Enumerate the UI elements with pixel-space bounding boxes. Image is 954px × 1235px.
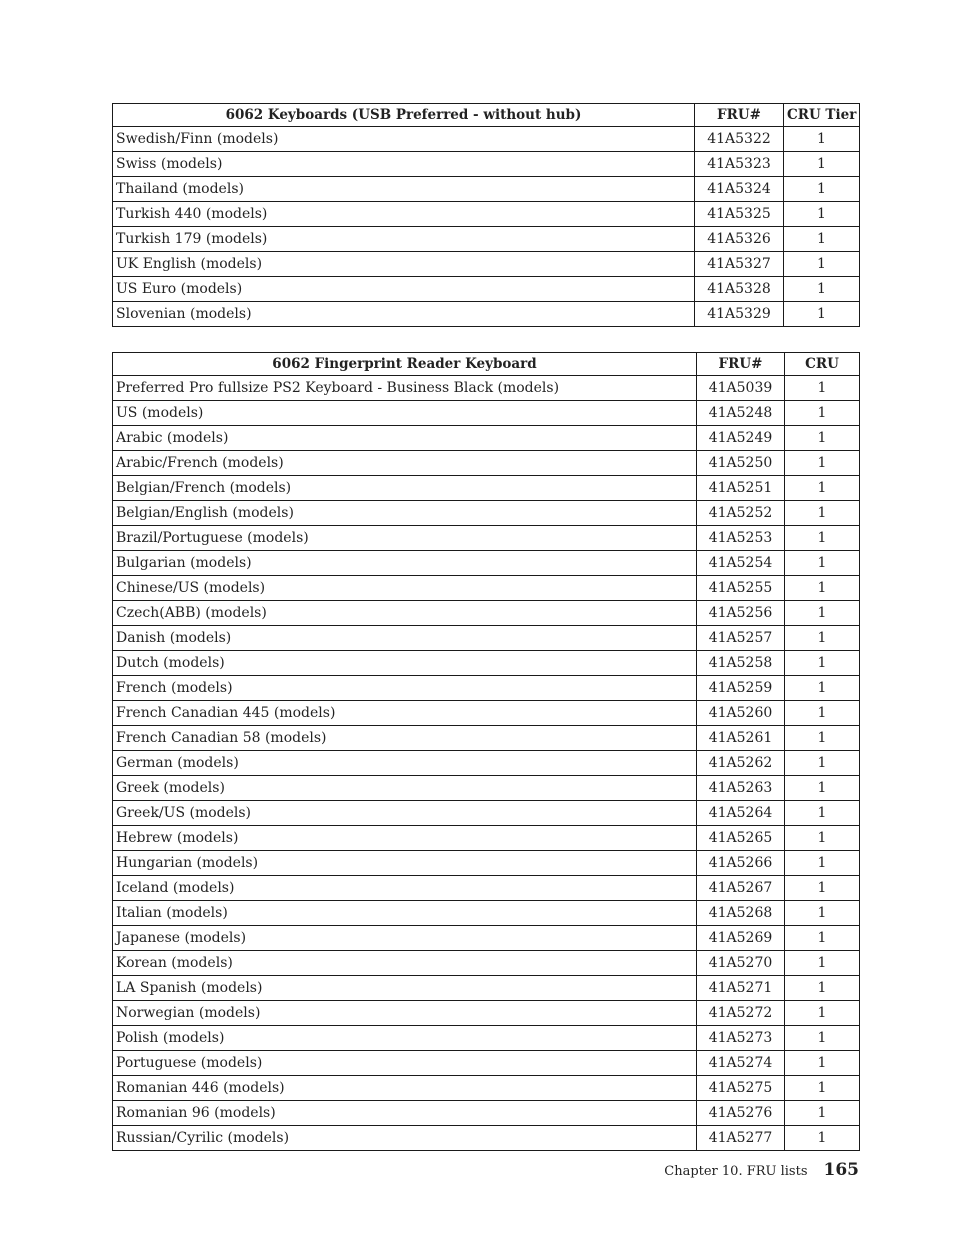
cell-fru-number: 41A5261 — [697, 726, 785, 751]
cell-cru: 1 — [785, 501, 860, 526]
cell-description: Dutch (models) — [113, 651, 697, 676]
cell-cru: 1 — [785, 676, 860, 701]
table-row — [113, 751, 860, 776]
cell-cru: 1 — [785, 626, 860, 651]
cell-description: Italian (models) — [113, 901, 697, 926]
table-row — [113, 976, 860, 1001]
table-row — [113, 376, 860, 401]
cell-cru: 1 — [785, 376, 860, 401]
cell-description: Arabic/French (models) — [113, 451, 697, 476]
cell-cru: 1 — [784, 202, 860, 227]
cell-cru: 1 — [785, 751, 860, 776]
cell-description: Belgian/French (models) — [113, 476, 697, 501]
cell-description: Japanese (models) — [113, 926, 697, 951]
table-row — [113, 626, 860, 651]
cell-fru-number: 41A5258 — [697, 651, 785, 676]
cell-fru-number: 41A5256 — [697, 601, 785, 626]
cell-fru-number: 41A5271 — [697, 976, 785, 1001]
cell-cru: 1 — [785, 876, 860, 901]
table-row — [113, 776, 860, 801]
column-header-cru: CRU — [785, 353, 860, 376]
cell-description: German (models) — [113, 751, 697, 776]
cell-fru-number: 41A5265 — [697, 826, 785, 851]
cell-cru: 1 — [785, 1026, 860, 1051]
cell-description: French (models) — [113, 676, 697, 701]
cell-cru: 1 — [784, 227, 860, 252]
cell-description: French Canadian 58 (models) — [113, 726, 697, 751]
cell-fru-number: 41A5253 — [697, 526, 785, 551]
cell-description: US (models) — [113, 401, 697, 426]
cell-cru: 1 — [785, 426, 860, 451]
page-number: 165 — [823, 1160, 859, 1180]
cell-cru: 1 — [784, 127, 860, 152]
table-row — [113, 951, 860, 976]
cell-description: Greek (models) — [113, 776, 697, 801]
cell-fru-number: 41A5273 — [697, 1026, 785, 1051]
cell-cru: 1 — [785, 976, 860, 1001]
cell-cru: 1 — [785, 1126, 860, 1151]
cell-cru: 1 — [785, 401, 860, 426]
cell-fru-number: 41A5248 — [697, 401, 785, 426]
table-row — [113, 476, 860, 501]
cell-description: Brazil/Portuguese (models) — [113, 526, 697, 551]
table-row — [113, 1076, 860, 1101]
cell-description: Hebrew (models) — [113, 826, 697, 851]
cell-cru: 1 — [785, 451, 860, 476]
table-row — [113, 127, 860, 152]
table-row — [113, 202, 860, 227]
cell-description: Korean (models) — [113, 951, 697, 976]
table-row — [113, 676, 860, 701]
table-row — [113, 801, 860, 826]
table-row — [113, 401, 860, 426]
cell-fru-number: 41A5322 — [695, 127, 784, 152]
table-row — [113, 152, 860, 177]
cell-description: Preferred Pro fullsize PS2 Keyboard - Business Black (models) — [113, 376, 697, 401]
cell-cru: 1 — [785, 476, 860, 501]
column-header-cru-tier: CRU Tier — [784, 104, 860, 127]
cell-cru: 1 — [785, 1001, 860, 1026]
cell-fru-number: 41A5252 — [697, 501, 785, 526]
cell-fru-number: 41A5251 — [697, 476, 785, 501]
cell-fru-number: 41A5272 — [697, 1001, 785, 1026]
cell-fru-number: 41A5269 — [697, 926, 785, 951]
cell-fru-number: 41A5260 — [697, 701, 785, 726]
cell-fru-number: 41A5255 — [697, 576, 785, 601]
cell-fru-number: 41A5277 — [697, 1126, 785, 1151]
cell-description: Norwegian (models) — [113, 1001, 697, 1026]
table-row — [113, 876, 860, 901]
cell-description: Portuguese (models) — [113, 1051, 697, 1076]
table-row — [113, 701, 860, 726]
cell-fru-number: 41A5327 — [695, 252, 784, 277]
cell-fru-number: 41A5329 — [695, 302, 784, 327]
table-header-row — [113, 104, 860, 127]
table-row — [113, 426, 860, 451]
table-row — [113, 1051, 860, 1076]
cell-description: Swiss (models) — [113, 152, 695, 177]
cell-fru-number: 41A5326 — [695, 227, 784, 252]
table-row — [113, 1026, 860, 1051]
cell-fru-number: 41A5249 — [697, 426, 785, 451]
cell-cru: 1 — [785, 851, 860, 876]
cell-fru-number: 41A5250 — [697, 451, 785, 476]
cell-description: Russian/Cyrilic (models) — [113, 1126, 697, 1151]
cell-fru-number: 41A5275 — [697, 1076, 785, 1101]
cell-fru-number: 41A5257 — [697, 626, 785, 651]
cell-fru-number: 41A5266 — [697, 851, 785, 876]
cell-description: Greek/US (models) — [113, 801, 697, 826]
cell-description: Turkish 179 (models) — [113, 227, 695, 252]
cell-cru: 1 — [784, 152, 860, 177]
cell-description: Romanian 96 (models) — [113, 1101, 697, 1126]
cell-cru: 1 — [785, 801, 860, 826]
cell-fru-number: 41A5039 — [697, 376, 785, 401]
keyboards-usb-table — [112, 103, 860, 327]
table-row — [113, 451, 860, 476]
cell-cru: 1 — [785, 601, 860, 626]
cell-fru-number: 41A5324 — [695, 177, 784, 202]
cell-cru: 1 — [785, 701, 860, 726]
cell-fru-number: 41A5264 — [697, 801, 785, 826]
cell-cru: 1 — [785, 576, 860, 601]
cell-cru: 1 — [785, 951, 860, 976]
cell-description: Thailand (models) — [113, 177, 695, 202]
table-row — [113, 252, 860, 277]
table-row — [113, 926, 860, 951]
cell-description: Polish (models) — [113, 1026, 697, 1051]
table-row — [113, 177, 860, 202]
table-row — [113, 1101, 860, 1126]
table-row — [113, 901, 860, 926]
table-row — [113, 501, 860, 526]
cell-cru: 1 — [785, 726, 860, 751]
column-header-description: 6062 Fingerprint Reader Keyboard — [113, 353, 697, 376]
cell-description: Chinese/US (models) — [113, 576, 697, 601]
cell-fru-number: 41A5268 — [697, 901, 785, 926]
column-header-fru: FRU# — [695, 104, 784, 127]
cell-cru: 1 — [784, 177, 860, 202]
table-row — [113, 227, 860, 252]
cell-cru: 1 — [784, 302, 860, 327]
table-row — [113, 851, 860, 876]
cell-description: Swedish/Finn (models) — [113, 127, 695, 152]
cell-fru-number: 41A5276 — [697, 1101, 785, 1126]
cell-description: French Canadian 445 (models) — [113, 701, 697, 726]
cell-fru-number: 41A5267 — [697, 876, 785, 901]
cell-cru: 1 — [785, 551, 860, 576]
table-row — [113, 576, 860, 601]
chapter-label: Chapter 10. FRU lists — [664, 1164, 808, 1179]
cell-fru-number: 41A5274 — [697, 1051, 785, 1076]
cell-fru-number: 41A5323 — [695, 152, 784, 177]
cell-description: Hungarian (models) — [113, 851, 697, 876]
cell-description: Bulgarian (models) — [113, 551, 697, 576]
table-row — [113, 277, 860, 302]
cell-cru: 1 — [785, 1076, 860, 1101]
table-row — [113, 551, 860, 576]
cell-cru: 1 — [785, 1051, 860, 1076]
cell-cru: 1 — [785, 776, 860, 801]
table-row — [113, 651, 860, 676]
cell-fru-number: 41A5270 — [697, 951, 785, 976]
cell-description: Belgian/English (models) — [113, 501, 697, 526]
cell-fru-number: 41A5262 — [697, 751, 785, 776]
cell-fru-number: 41A5325 — [695, 202, 784, 227]
cell-description: Iceland (models) — [113, 876, 697, 901]
cell-cru: 1 — [784, 252, 860, 277]
table-row — [113, 826, 860, 851]
cell-description: Romanian 446 (models) — [113, 1076, 697, 1101]
cell-description: Czech(ABB) (models) — [113, 601, 697, 626]
cell-description: Arabic (models) — [113, 426, 697, 451]
table-header-row — [113, 353, 860, 376]
column-header-description: 6062 Keyboards (USB Preferred - without hub) — [113, 104, 695, 127]
fingerprint-keyboard-table — [112, 352, 860, 1151]
column-header-fru: FRU# — [697, 353, 785, 376]
cell-description: US Euro (models) — [113, 277, 695, 302]
cell-description: UK English (models) — [113, 252, 695, 277]
cell-cru: 1 — [785, 826, 860, 851]
page-footer — [664, 1160, 859, 1180]
cell-description: Slovenian (models) — [113, 302, 695, 327]
cell-description: Turkish 440 (models) — [113, 202, 695, 227]
cell-cru: 1 — [785, 1101, 860, 1126]
table-row — [113, 726, 860, 751]
table-row — [113, 526, 860, 551]
table-row — [113, 1126, 860, 1151]
cell-fru-number: 41A5259 — [697, 676, 785, 701]
cell-cru: 1 — [785, 926, 860, 951]
cell-cru: 1 — [785, 651, 860, 676]
cell-fru-number: 41A5263 — [697, 776, 785, 801]
table-row — [113, 1001, 860, 1026]
cell-cru: 1 — [785, 901, 860, 926]
cell-fru-number: 41A5328 — [695, 277, 784, 302]
cell-fru-number: 41A5254 — [697, 551, 785, 576]
cell-description: LA Spanish (models) — [113, 976, 697, 1001]
cell-description: Danish (models) — [113, 626, 697, 651]
cell-cru: 1 — [784, 277, 860, 302]
cell-cru: 1 — [785, 526, 860, 551]
table-row — [113, 601, 860, 626]
table-row — [113, 302, 860, 327]
